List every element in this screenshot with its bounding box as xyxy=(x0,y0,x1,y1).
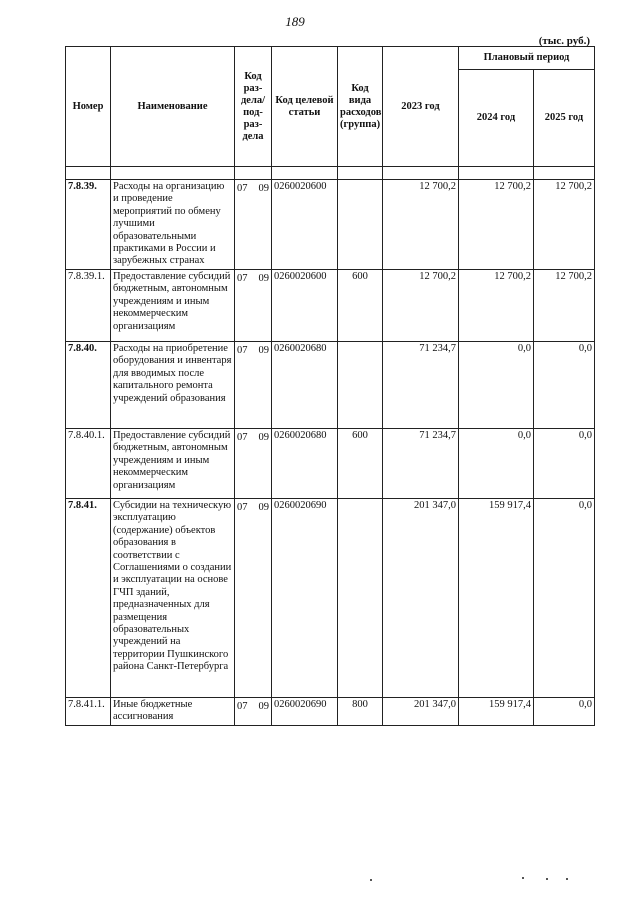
header-name: Наименование xyxy=(111,47,235,167)
row-2025: 12 700,2 xyxy=(534,270,595,342)
row-section xyxy=(235,270,272,342)
row-2024: 12 700,2 xyxy=(459,270,534,342)
table-row xyxy=(66,180,595,270)
header-expense-type: Код вида расходов (группа) xyxy=(338,47,383,167)
section-code: 07 xyxy=(237,345,248,356)
row-target: 0260020600 xyxy=(272,270,338,342)
row-section xyxy=(235,180,272,270)
row-section xyxy=(235,698,272,726)
row-number: 7.8.41.1. xyxy=(66,698,111,726)
row-section xyxy=(235,342,272,429)
row-type: 800 xyxy=(338,698,383,726)
subsection-code: 09 xyxy=(258,701,269,712)
budget-table xyxy=(65,46,595,726)
row-number: 7.8.41. xyxy=(66,499,111,698)
row-2024: 0,0 xyxy=(459,429,534,499)
section-code: 07 xyxy=(237,432,248,443)
header-2024: 2024 год xyxy=(459,70,534,167)
header-2025: 2025 год xyxy=(534,70,595,167)
subsection-code: 09 xyxy=(258,432,269,443)
row-type: 600 xyxy=(338,429,383,499)
table-row xyxy=(66,270,595,342)
row-name: Иные бюджетные ассигнования xyxy=(111,698,235,726)
row-type: 600 xyxy=(338,270,383,342)
section-code: 07 xyxy=(237,273,248,284)
row-type xyxy=(338,342,383,429)
units-label: (тыс. руб.) xyxy=(538,35,590,47)
subsection-code: 09 xyxy=(258,183,269,194)
row-type xyxy=(338,180,383,270)
row-name: Предоставление субсидий бюджетным, автономным учреждениям и иным некоммерческим организациям xyxy=(111,429,235,499)
row-name: Расходы на организацию и проведение мероприятий по обмену лучшими образовательными практиками в России и зарубежных странах xyxy=(111,180,235,270)
row-2025: 0,0 xyxy=(534,698,595,726)
row-target: 0260020690 xyxy=(272,499,338,698)
table-row xyxy=(66,698,595,726)
row-target: 0260020600 xyxy=(272,180,338,270)
row-name: Субсидии на техническую эксплуатацию (содержание) объектов образования в соответствии с Соглашениями о создании и эксплуатации на основе ГЧП зданий, предназначенных для размещения образовательных учреждений на территории Пушкинского района Санкт-Петербурга xyxy=(111,499,235,698)
row-section xyxy=(235,429,272,499)
table-row xyxy=(66,429,595,499)
table-row xyxy=(66,499,595,698)
section-code: 07 xyxy=(237,502,248,513)
row-2023: 71 234,7 xyxy=(383,342,459,429)
row-2024: 159 917,4 xyxy=(459,499,534,698)
row-type xyxy=(338,499,383,698)
header-section: Код раз-дела/ под-раз-дела xyxy=(235,47,272,167)
header-planning-period: Плановый период xyxy=(459,47,595,70)
row-2024: 159 917,4 xyxy=(459,698,534,726)
subsection-code: 09 xyxy=(258,345,269,356)
row-number: 7.8.39. xyxy=(66,180,111,270)
section-code: 07 xyxy=(237,701,248,712)
row-2025: 12 700,2 xyxy=(534,180,595,270)
row-2024: 0,0 xyxy=(459,342,534,429)
row-2025: 0,0 xyxy=(534,429,595,499)
header-2023: 2023 год xyxy=(383,47,459,167)
header-number: Номер xyxy=(66,47,111,167)
row-2023: 12 700,2 xyxy=(383,180,459,270)
row-2023: 71 234,7 xyxy=(383,429,459,499)
row-target: 0260020680 xyxy=(272,342,338,429)
subsection-code: 09 xyxy=(258,502,269,513)
row-2025: 0,0 xyxy=(534,499,595,698)
page-number: 189 xyxy=(285,14,305,29)
row-section xyxy=(235,499,272,698)
section-code: 07 xyxy=(237,183,248,194)
row-2025: 0,0 xyxy=(534,342,595,429)
table-row xyxy=(66,342,595,429)
row-2023: 12 700,2 xyxy=(383,270,459,342)
row-2023: 201 347,0 xyxy=(383,698,459,726)
table-spacer xyxy=(66,167,595,180)
row-2024: 12 700,2 xyxy=(459,180,534,270)
row-name: Предоставление субсидий бюджетным, автономным учреждениям и иным некоммерческим организациям xyxy=(111,270,235,342)
row-number: 7.8.39.1. xyxy=(66,270,111,342)
header-target: Код целевой статьи xyxy=(272,47,338,167)
scan-specks xyxy=(370,876,570,882)
row-target: 0260020690 xyxy=(272,698,338,726)
row-name: Расходы на приобретение оборудования и инвентаря для вводимых после капитального ремонта учреждений образования xyxy=(111,342,235,429)
row-target: 0260020680 xyxy=(272,429,338,499)
subsection-code: 09 xyxy=(258,273,269,284)
row-2023: 201 347,0 xyxy=(383,499,459,698)
row-number: 7.8.40.1. xyxy=(66,429,111,499)
row-number: 7.8.40. xyxy=(66,342,111,429)
